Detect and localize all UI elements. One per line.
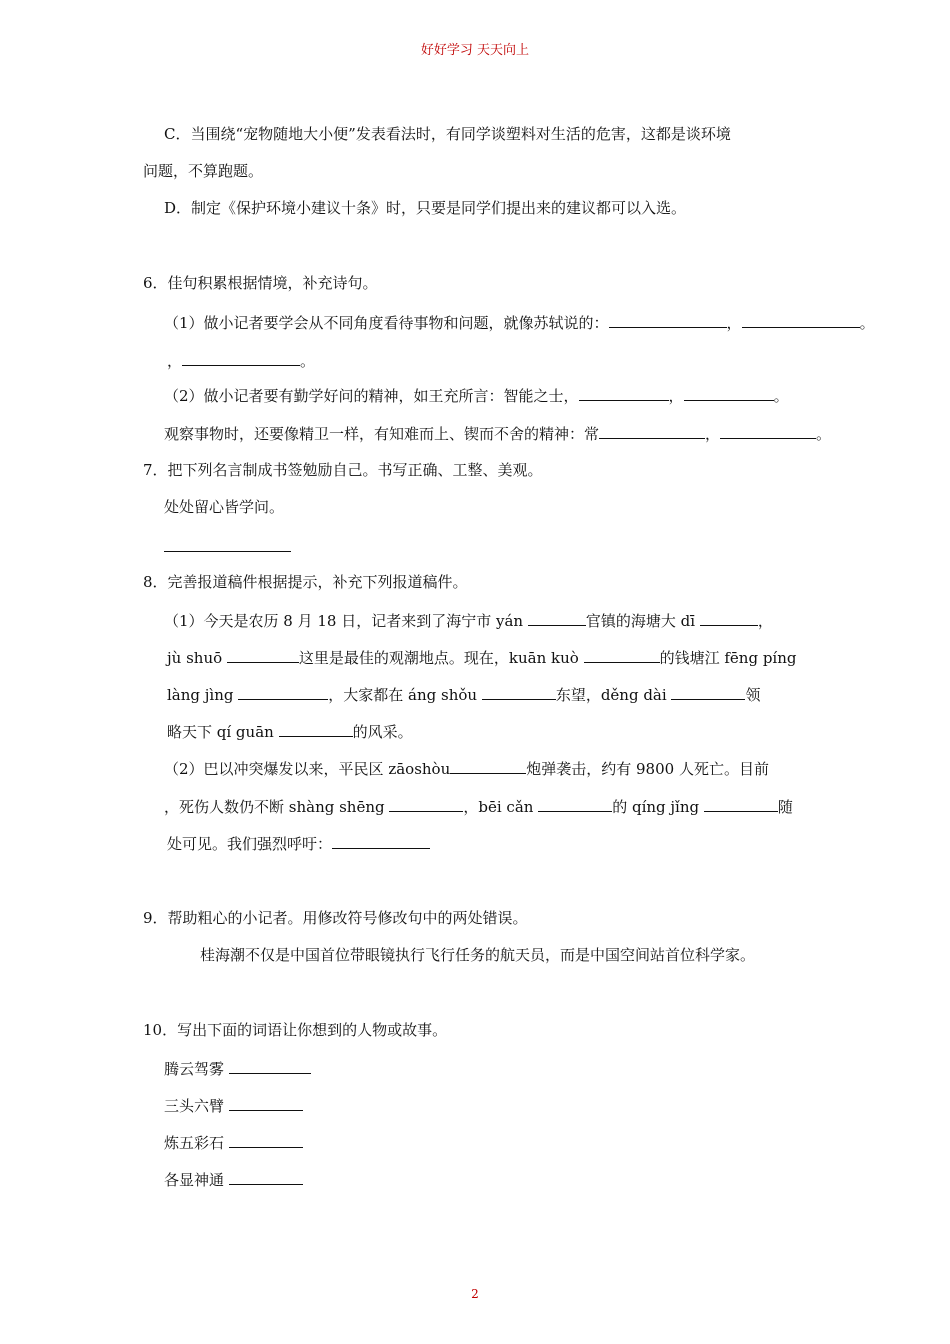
q8-text: （2）巴以冲突爆发以来，平民区 zāoshòu (164, 760, 451, 778)
question-7-title: 7．把下列名言制成书签勉励自己。书写正确、工整、美观。 (143, 461, 543, 479)
q8-text: 的风采。 (352, 723, 413, 741)
page-number: 2 (471, 1287, 479, 1301)
q6-part3 (164, 423, 831, 444)
q6-part1-continued (167, 350, 315, 371)
option-c-line2: 问题，不算跑题。 (143, 162, 264, 180)
q10-item (164, 1095, 303, 1116)
answer-blank[interactable] (389, 796, 463, 812)
page-header: 好好学习 天天向上 (420, 43, 530, 58)
answer-blank[interactable] (229, 1132, 303, 1148)
q8-text: ，大家都在 áng shǒu (328, 686, 482, 704)
q8-text: 处可见。我们强烈呼吁： (167, 835, 333, 853)
q8-line2 (167, 647, 796, 668)
answer-blank[interactable] (229, 1169, 303, 1185)
answer-blank[interactable] (229, 1095, 303, 1111)
q6-part1-text: （1）做小记者要学会从不同角度看待事物和问题，就像苏轼说的： (164, 314, 609, 332)
option-d-line: D．制定《保护环境小建议十条》时，只要是同学们提出来的建议都可以入选。 (164, 199, 687, 217)
q6-part3-text: 观察事物时，还要像精卫一样，有知难而上、锲而不舍的精神：常 (164, 425, 600, 443)
q8-text: ，死伤人数仍不断 shàng shēng (164, 798, 390, 816)
q10-word: 炼五彩石 (164, 1134, 225, 1152)
answer-blank[interactable] (704, 796, 778, 812)
answer-blank[interactable] (238, 684, 328, 700)
answer-blank[interactable] (182, 350, 300, 366)
q6-part1 (164, 312, 875, 333)
answer-blank[interactable] (609, 312, 727, 328)
period: 。 (816, 425, 832, 443)
q8-line1 (164, 610, 773, 631)
answer-blank[interactable] (528, 610, 586, 626)
separator: ， (705, 425, 721, 443)
period: 。 (773, 387, 789, 405)
q6-part2 (164, 385, 789, 406)
bookmark-writing-line[interactable] (164, 551, 291, 552)
q8-text: 炮弹袭击，约有 9800 人死亡。目前 (526, 760, 769, 778)
answer-blank[interactable] (227, 647, 299, 663)
q8-text: 官镇的海塘大 dī (585, 612, 700, 630)
q9-sentence: 桂海潮不仅是中国首位带眼镜执行飞行任务的航天员，而是中国空间站首位科学家。 (200, 946, 756, 964)
answer-blank[interactable] (584, 647, 660, 663)
q10-item (164, 1058, 311, 1079)
question-6-title: 6．佳句积累根据情境，补充诗句。 (143, 274, 378, 292)
q8-text: làng jìng (167, 686, 239, 704)
separator: ， (668, 387, 684, 405)
answer-blank[interactable] (720, 423, 816, 439)
q8-text: 略天下 qí guān (167, 723, 279, 741)
q8-text: ， (757, 612, 773, 630)
q10-item (164, 1169, 303, 1190)
question-9-title: 9．帮助粗心的小记者。用修改符号修改句中的两处错误。 (143, 909, 528, 927)
q8-text: 领 (745, 686, 761, 704)
q10-word: 腾云驾雾 (164, 1060, 225, 1078)
q8-line7 (167, 833, 430, 854)
q10-word: 各显神通 (164, 1171, 225, 1189)
answer-blank[interactable] (742, 312, 860, 328)
answer-blank[interactable] (671, 684, 745, 700)
answer-blank[interactable] (229, 1058, 311, 1074)
period: 。 (300, 352, 316, 370)
q8-line3 (167, 684, 760, 705)
q8-line4 (167, 721, 413, 742)
answer-blank[interactable] (332, 833, 430, 849)
separator: ， (726, 314, 742, 332)
q8-text: 的 qíng jǐng (612, 798, 704, 816)
q6-part2-text: （2）做小记者要有勤学好问的精神，如王充所言：智能之士， (164, 387, 579, 405)
option-c-line1: C．当围绕“宠物随地大小便”发表看法时，有同学谈塑料对生活的危害，这都是谈环境 (164, 125, 731, 143)
q8-text: 这里是最佳的观潮地点。现在，kuān kuò (298, 649, 584, 667)
q8-text: ，bēi cǎn (463, 798, 539, 816)
q7-quote: 处处留心皆学问。 (164, 498, 285, 516)
q8-text: 东望，děng dài (555, 686, 672, 704)
answer-blank[interactable] (599, 423, 705, 439)
answer-blank[interactable] (579, 385, 669, 401)
question-10-title: 10．写出下面的词语让你想到的人物或故事。 (143, 1021, 448, 1039)
q10-word: 三头六臂 (164, 1097, 225, 1115)
question-8-title: 8．完善报道稿件根据提示，补充下列报道稿件。 (143, 573, 468, 591)
period: 。 (859, 314, 875, 332)
answer-blank[interactable] (538, 796, 612, 812)
answer-blank[interactable] (279, 721, 353, 737)
answer-blank[interactable] (450, 758, 526, 774)
answer-blank[interactable] (684, 385, 774, 401)
q8-text: 的钱塘江 fēng píng (659, 649, 797, 667)
separator: ， (167, 352, 183, 370)
answer-blank[interactable] (482, 684, 556, 700)
q10-item (164, 1132, 303, 1153)
q8-line6 (164, 796, 793, 817)
q8-line5 (164, 758, 769, 779)
q8-text: jù shuō (167, 649, 227, 667)
q8-text: （1）今天是农历 8 月 18 日，记者来到了海宁市 yán (164, 612, 528, 630)
q8-text: 随 (777, 798, 793, 816)
answer-blank[interactable] (700, 610, 758, 626)
